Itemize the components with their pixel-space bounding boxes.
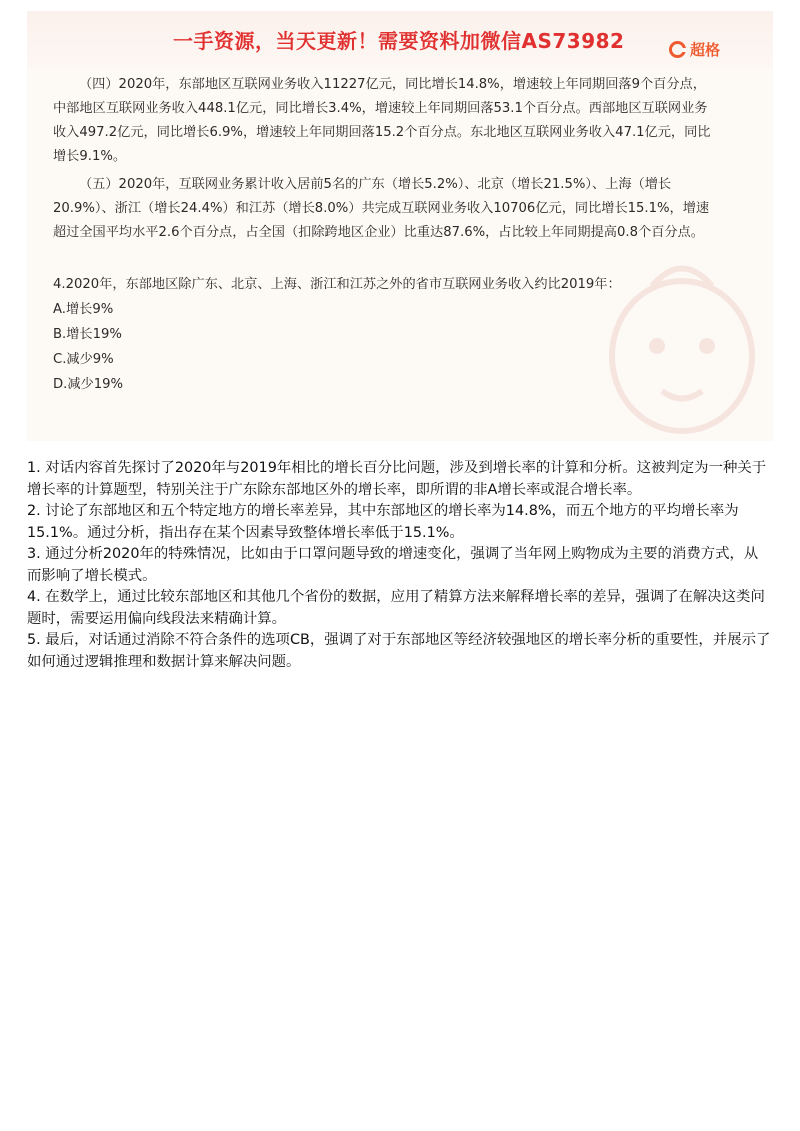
passage-line: （四）2020年，东部地区互联网业务收入11227亿元，同比增长14.8%，增速较上年同期回落9个百分点，	[79, 77, 706, 92]
brand-logo-text: 超格	[690, 41, 721, 59]
summary-list	[27, 458, 772, 673]
option-c[interactable]: C.减少9%	[53, 352, 114, 367]
passage-paragraph-5	[53, 173, 753, 245]
passage-line: 20.9%）、浙江（增长24.4%）和江苏（增长8.0%）共完成互联网业务收入10706亿元，同比增长15.1%，增速	[53, 201, 710, 216]
passage-line: 增长9.1%。	[53, 149, 127, 164]
banner-text: 一手资源，当天更新！需要资料加微信AS73982	[173, 29, 625, 53]
brand-logo-icon	[669, 41, 686, 58]
option-a[interactable]: A.增长9%	[53, 302, 114, 317]
summary-item: 5. 最后，对话通过消除不符合条件的选项CB，强调了对于东部地区等经济较强地区的增长率分析的重要性，并展示了如何通过逻辑推理和数据计算来解决问题。	[27, 632, 771, 670]
summary-item: 4. 在数学上，通过比较东部地区和其他几个省份的数据，应用了精算方法来解释增长率的差异，强调了在解决这类问题时，需要运用偏向线段法来精确计算。	[27, 589, 765, 627]
answer-options	[53, 297, 123, 397]
option-b[interactable]: B.增长19%	[53, 327, 122, 342]
passage-line: 中部地区互联网业务收入448.1亿元，同比增长3.4%，增速较上年同期回落53.1个百分点。西部地区互联网业务	[53, 101, 708, 116]
passage-paragraph-4	[53, 73, 753, 169]
summary-item: 2. 讨论了东部地区和五个特定地方的增长率差异，其中东部地区的增长率为14.8%，而五个地方的平均增长率为15.1%。通过分析，指出存在某个因素导致整体增长率低于15.1%。	[27, 503, 739, 541]
passage-line: 超过全国平均水平2.6个百分点，占全国（扣除跨地区企业）比重达87.6%，占比较上年同期提高0.8个百分点。	[53, 225, 704, 240]
promo-banner	[27, 11, 773, 67]
question-stem: 4.2020年，东部地区除广东、北京、上海、浙江和江苏之外的省市互联网业务收入约比2019年：	[53, 277, 621, 292]
brand-logo	[669, 39, 720, 60]
passage-line: （五）2020年，互联网业务累计收入居前5名的广东（增长5.2%）、北京（增长21.5%）、上海（增长	[79, 177, 672, 192]
summary-item: 3. 通过分析2020年的特殊情况，比如由于口罩问题导致的增速变化，强调了当年网上购物成为主要的消费方式，从而影响了增长模式。	[27, 546, 759, 584]
passage-line: 收入497.2亿元，同比增长6.9%，增速较上年同期回落15.2个百分点。东北地区互联网业务收入47.1亿元，同比	[53, 125, 711, 140]
question-image	[27, 11, 773, 441]
summary-item: 1. 对话内容首先探讨了2020年与2019年相比的增长百分比问题，涉及到增长率的计算和分析。这被判定为一种关于增长率的计算题型，特别关注于广东除东部地区外的增长率，即所谓的非A增长率或混合增长率。	[27, 460, 767, 498]
mascot-watermark-icon	[582, 241, 773, 441]
option-d[interactable]: D.减少19%	[53, 377, 124, 392]
